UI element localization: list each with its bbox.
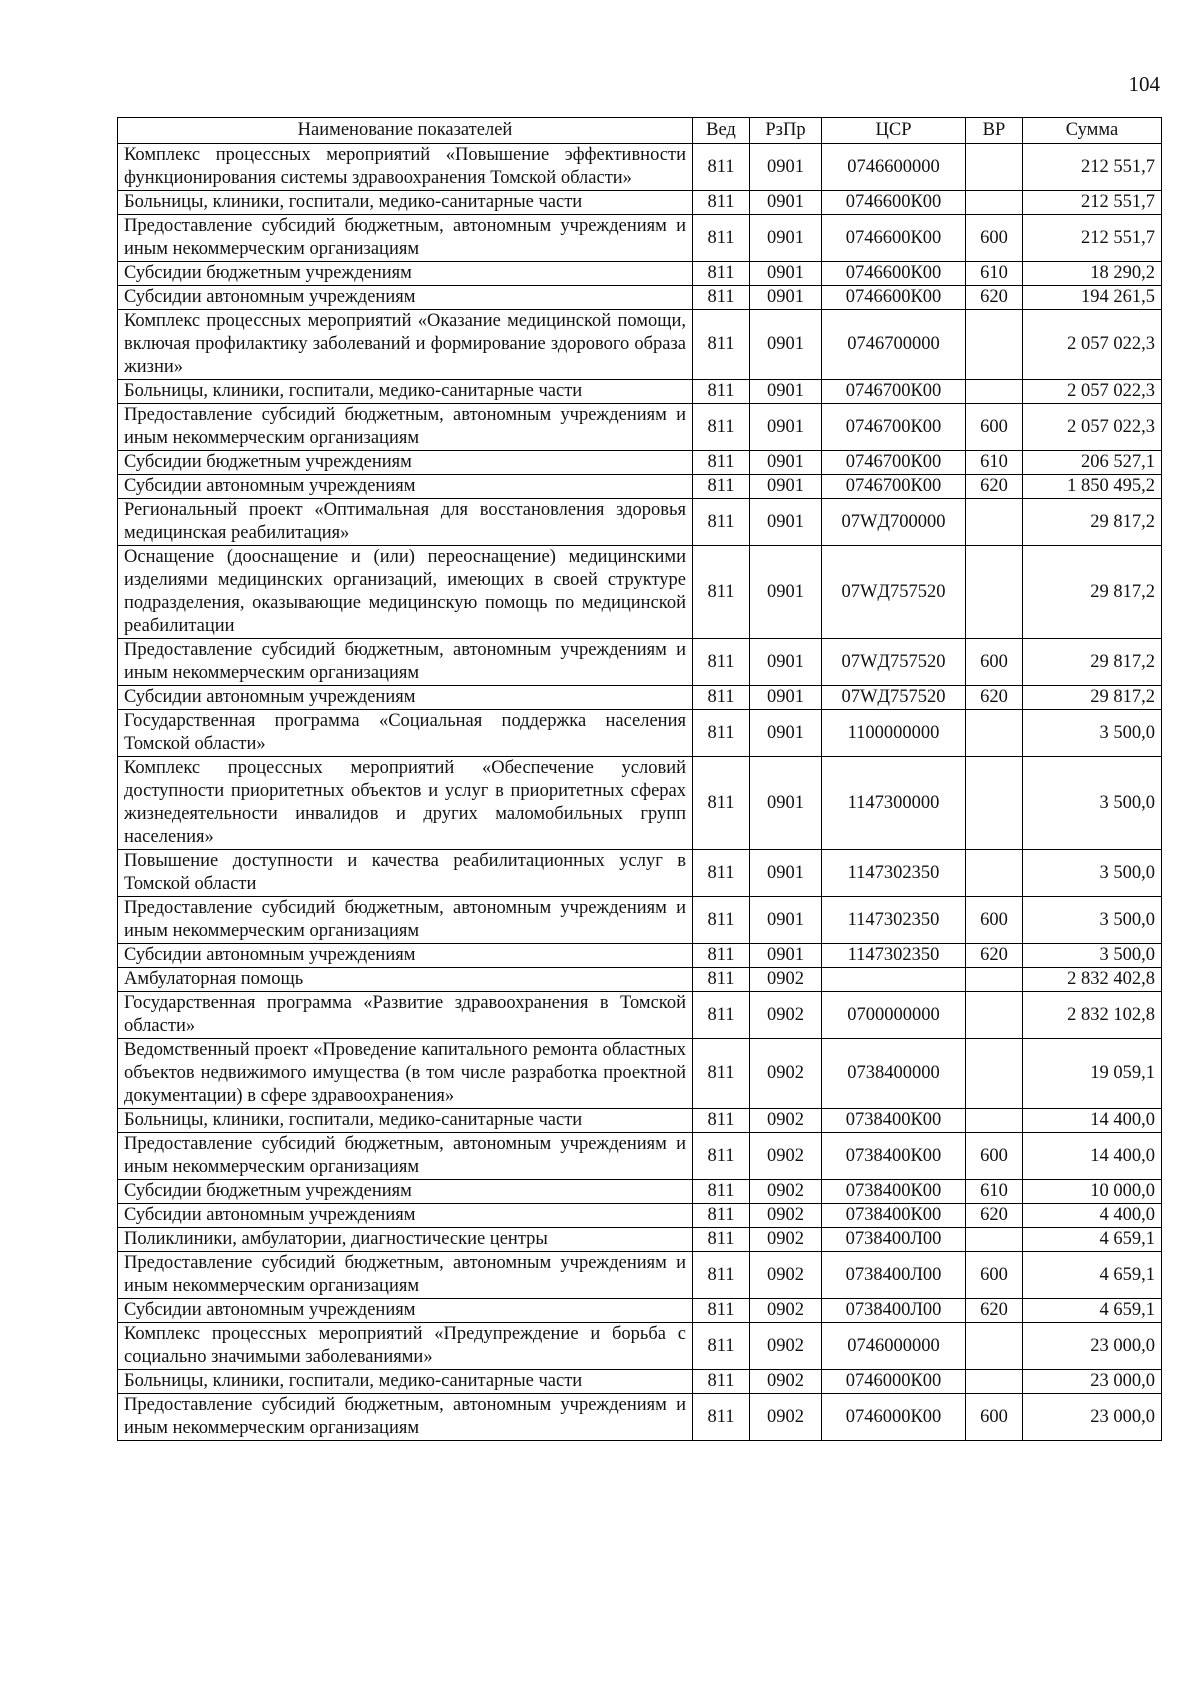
cell-name: Региональный проект «Оптимальная для восстановления здоровья медицинская реабилитация» — [118, 499, 693, 546]
cell-rzpr: 0902 — [750, 1133, 822, 1180]
cell-rzpr: 0901 — [750, 404, 822, 451]
cell-csr: 0700000000 — [822, 992, 966, 1039]
cell-ved: 811 — [693, 944, 750, 968]
cell-vr: 620 — [966, 1299, 1023, 1323]
cell-name: Предоставление субсидий бюджетным, автономным учреждениям и иным некоммерческим организациям — [118, 897, 693, 944]
cell-rzpr: 0902 — [750, 1323, 822, 1370]
cell-ved: 811 — [693, 380, 750, 404]
cell-ved: 811 — [693, 757, 750, 850]
cell-rzpr: 0901 — [750, 850, 822, 897]
column-header-csr: ЦСР — [822, 118, 966, 144]
table-body — [118, 144, 1162, 1441]
cell-csr: 0738400К00 — [822, 1133, 966, 1180]
cell-rzpr: 0901 — [750, 451, 822, 475]
table-row — [118, 1039, 1162, 1109]
cell-csr: 0746700000 — [822, 310, 966, 380]
cell-vr: 600 — [966, 1252, 1023, 1299]
cell-name: Предоставление субсидий бюджетным, автономным учреждениям и иным некоммерческим организациям — [118, 639, 693, 686]
cell-csr: 0738400000 — [822, 1039, 966, 1109]
cell-rzpr: 0901 — [750, 639, 822, 686]
cell-csr: 0738400Л00 — [822, 1299, 966, 1323]
table-row — [118, 686, 1162, 710]
cell-sum: 29 817,2 — [1023, 639, 1162, 686]
column-header-vr: ВР — [966, 118, 1023, 144]
cell-rzpr: 0901 — [750, 897, 822, 944]
cell-vr: 610 — [966, 1180, 1023, 1204]
cell-csr: 0746600К00 — [822, 215, 966, 262]
cell-rzpr: 0902 — [750, 1299, 822, 1323]
cell-rzpr: 0902 — [750, 968, 822, 992]
cell-rzpr: 0901 — [750, 757, 822, 850]
cell-rzpr: 0901 — [750, 144, 822, 191]
cell-ved: 811 — [693, 1133, 750, 1180]
cell-vr — [966, 191, 1023, 215]
cell-csr: 0746700К00 — [822, 380, 966, 404]
cell-rzpr: 0902 — [750, 1180, 822, 1204]
cell-vr: 600 — [966, 639, 1023, 686]
cell-name: Больницы, клиники, госпитали, медико-санитарные части — [118, 191, 693, 215]
cell-sum: 29 817,2 — [1023, 546, 1162, 639]
column-header-sum: Сумма — [1023, 118, 1162, 144]
cell-csr: 1147302350 — [822, 850, 966, 897]
cell-sum: 18 290,2 — [1023, 262, 1162, 286]
cell-name: Субсидии бюджетным учреждениям — [118, 1180, 693, 1204]
cell-csr: 0738400Л00 — [822, 1228, 966, 1252]
cell-name: Субсидии автономным учреждениям — [118, 475, 693, 499]
cell-sum: 1 850 495,2 — [1023, 475, 1162, 499]
table-row — [118, 499, 1162, 546]
cell-csr — [822, 968, 966, 992]
cell-rzpr: 0901 — [750, 475, 822, 499]
cell-rzpr: 0902 — [750, 1039, 822, 1109]
column-header-rzpr: РзПр — [750, 118, 822, 144]
cell-csr: 1100000000 — [822, 710, 966, 757]
table-row — [118, 1109, 1162, 1133]
table-row — [118, 144, 1162, 191]
cell-name: Субсидии автономным учреждениям — [118, 944, 693, 968]
cell-ved: 811 — [693, 1180, 750, 1204]
cell-csr: 0738400К00 — [822, 1204, 966, 1228]
cell-rzpr: 0902 — [750, 992, 822, 1039]
cell-name: Субсидии автономным учреждениям — [118, 286, 693, 310]
cell-csr: 0746700К00 — [822, 404, 966, 451]
cell-ved: 811 — [693, 546, 750, 639]
cell-rzpr: 0901 — [750, 191, 822, 215]
cell-sum: 4 659,1 — [1023, 1228, 1162, 1252]
cell-sum: 23 000,0 — [1023, 1370, 1162, 1394]
cell-csr: 07WД757520 — [822, 686, 966, 710]
cell-sum: 23 000,0 — [1023, 1394, 1162, 1441]
table-row — [118, 286, 1162, 310]
cell-sum: 3 500,0 — [1023, 850, 1162, 897]
cell-sum: 3 500,0 — [1023, 944, 1162, 968]
cell-csr: 0746600К00 — [822, 191, 966, 215]
cell-name: Государственная программа «Социальная поддержка населения Томской области» — [118, 710, 693, 757]
cell-rzpr: 0901 — [750, 686, 822, 710]
table-row — [118, 968, 1162, 992]
cell-name: Амбулаторная помощь — [118, 968, 693, 992]
cell-vr: 600 — [966, 1133, 1023, 1180]
table-row — [118, 1204, 1162, 1228]
table-row — [118, 1180, 1162, 1204]
cell-vr — [966, 968, 1023, 992]
table-row — [118, 1394, 1162, 1441]
cell-vr — [966, 1228, 1023, 1252]
cell-ved: 811 — [693, 310, 750, 380]
cell-vr — [966, 710, 1023, 757]
cell-sum: 3 500,0 — [1023, 897, 1162, 944]
table-row — [118, 1323, 1162, 1370]
cell-sum: 206 527,1 — [1023, 451, 1162, 475]
table-row — [118, 1228, 1162, 1252]
cell-rzpr: 0901 — [750, 286, 822, 310]
cell-vr — [966, 310, 1023, 380]
cell-rzpr: 0902 — [750, 1252, 822, 1299]
cell-sum: 2 057 022,3 — [1023, 380, 1162, 404]
cell-vr: 610 — [966, 262, 1023, 286]
table-row — [118, 639, 1162, 686]
cell-ved: 811 — [693, 1299, 750, 1323]
cell-ved: 811 — [693, 1394, 750, 1441]
cell-name: Субсидии бюджетным учреждениям — [118, 451, 693, 475]
cell-sum: 4 400,0 — [1023, 1204, 1162, 1228]
cell-rzpr: 0901 — [750, 262, 822, 286]
cell-vr: 610 — [966, 451, 1023, 475]
cell-csr: 0738400К00 — [822, 1180, 966, 1204]
table-header-row — [118, 118, 1162, 144]
cell-rzpr: 0901 — [750, 310, 822, 380]
cell-vr: 600 — [966, 897, 1023, 944]
cell-rzpr: 0901 — [750, 944, 822, 968]
cell-rzpr: 0902 — [750, 1370, 822, 1394]
cell-ved: 811 — [693, 404, 750, 451]
cell-ved: 811 — [693, 897, 750, 944]
cell-csr: 07WД757520 — [822, 639, 966, 686]
table-row — [118, 710, 1162, 757]
cell-ved: 811 — [693, 1323, 750, 1370]
cell-name: Предоставление субсидий бюджетным, автономным учреждениям и иным некоммерческим организациям — [118, 1133, 693, 1180]
table-row — [118, 897, 1162, 944]
cell-vr — [966, 1109, 1023, 1133]
page-number: 104 — [1128, 72, 1160, 96]
cell-ved: 811 — [693, 1204, 750, 1228]
cell-csr: 0746700К00 — [822, 475, 966, 499]
cell-rzpr: 0902 — [750, 1204, 822, 1228]
cell-vr — [966, 499, 1023, 546]
cell-vr: 620 — [966, 475, 1023, 499]
cell-ved: 811 — [693, 215, 750, 262]
cell-csr: 1147300000 — [822, 757, 966, 850]
cell-vr — [966, 380, 1023, 404]
cell-csr: 0746600К00 — [822, 286, 966, 310]
table-row — [118, 1370, 1162, 1394]
cell-ved: 811 — [693, 262, 750, 286]
cell-csr: 0746600000 — [822, 144, 966, 191]
cell-csr: 0746000К00 — [822, 1394, 966, 1441]
cell-sum: 2 057 022,3 — [1023, 310, 1162, 380]
cell-sum: 14 400,0 — [1023, 1133, 1162, 1180]
table-row — [118, 380, 1162, 404]
cell-vr: 620 — [966, 286, 1023, 310]
table-row — [118, 262, 1162, 286]
cell-ved: 811 — [693, 850, 750, 897]
cell-name: Комплекс процессных мероприятий «Предупреждение и борьба с социально значимыми заболеваниями» — [118, 1323, 693, 1370]
cell-name: Ведомственный проект «Проведение капитального ремонта областных объектов недвижимого имущества (в том числе разработка проектной документации) в сфере здравоохранения» — [118, 1039, 693, 1109]
cell-csr: 1147302350 — [822, 944, 966, 968]
cell-csr: 0746000000 — [822, 1323, 966, 1370]
cell-sum: 19 059,1 — [1023, 1039, 1162, 1109]
cell-sum: 212 551,7 — [1023, 215, 1162, 262]
table-row — [118, 850, 1162, 897]
table-row — [118, 404, 1162, 451]
cell-ved: 811 — [693, 992, 750, 1039]
cell-ved: 811 — [693, 686, 750, 710]
cell-ved: 811 — [693, 710, 750, 757]
cell-vr: 600 — [966, 1394, 1023, 1441]
cell-name: Оснащение (дооснащение и (или) переоснащение) медицинскими изделиями медицинских организаций, имеющих в своей структуре подразделения, оказывающие медицинскую помощь по медицинской реабилитации — [118, 546, 693, 639]
cell-sum: 2 832 402,8 — [1023, 968, 1162, 992]
cell-ved: 811 — [693, 1228, 750, 1252]
cell-rzpr: 0902 — [750, 1109, 822, 1133]
table-row — [118, 992, 1162, 1039]
cell-name: Субсидии автономным учреждениям — [118, 1204, 693, 1228]
cell-csr: 0738400Л00 — [822, 1252, 966, 1299]
table-row — [118, 944, 1162, 968]
cell-name: Государственная программа «Развитие здравоохранения в Томской области» — [118, 992, 693, 1039]
table-row — [118, 475, 1162, 499]
budget-table — [117, 117, 1162, 1441]
cell-csr: 07WД700000 — [822, 499, 966, 546]
cell-sum: 14 400,0 — [1023, 1109, 1162, 1133]
cell-sum: 29 817,2 — [1023, 499, 1162, 546]
cell-csr: 07WД757520 — [822, 546, 966, 639]
cell-name: Предоставление субсидий бюджетным, автономным учреждениям и иным некоммерческим организациям — [118, 1394, 693, 1441]
cell-rzpr: 0901 — [750, 380, 822, 404]
cell-vr: 600 — [966, 215, 1023, 262]
cell-name: Больницы, клиники, госпитали, медико-санитарные части — [118, 1370, 693, 1394]
cell-name: Комплекс процессных мероприятий «Обеспечение условий доступности приоритетных объектов и услуг в приоритетных сферах жизнедеятельности инвалидов и других маломобильных групп населения» — [118, 757, 693, 850]
cell-sum: 23 000,0 — [1023, 1323, 1162, 1370]
cell-vr: 600 — [966, 404, 1023, 451]
cell-sum: 194 261,5 — [1023, 286, 1162, 310]
table-row — [118, 215, 1162, 262]
table-row — [118, 1252, 1162, 1299]
cell-sum: 4 659,1 — [1023, 1252, 1162, 1299]
cell-name: Субсидии автономным учреждениям — [118, 1299, 693, 1323]
cell-vr — [966, 1039, 1023, 1109]
table-row — [118, 1299, 1162, 1323]
cell-vr — [966, 992, 1023, 1039]
cell-ved: 811 — [693, 968, 750, 992]
cell-name: Повышение доступности и качества реабилитационных услуг в Томской области — [118, 850, 693, 897]
cell-sum: 10 000,0 — [1023, 1180, 1162, 1204]
cell-vr: 620 — [966, 686, 1023, 710]
cell-vr — [966, 1370, 1023, 1394]
cell-ved: 811 — [693, 639, 750, 686]
cell-sum: 2 832 102,8 — [1023, 992, 1162, 1039]
cell-name: Комплекс процессных мероприятий «Повышение эффективности функционирования системы здравоохранения Томской области» — [118, 144, 693, 191]
cell-vr: 620 — [966, 944, 1023, 968]
cell-name: Поликлиники, амбулатории, диагностические центры — [118, 1228, 693, 1252]
cell-name: Предоставление субсидий бюджетным, автономным учреждениям и иным некоммерческим организациям — [118, 1252, 693, 1299]
cell-vr — [966, 757, 1023, 850]
cell-vr — [966, 546, 1023, 639]
cell-ved: 811 — [693, 1252, 750, 1299]
cell-ved: 811 — [693, 451, 750, 475]
cell-sum: 2 057 022,3 — [1023, 404, 1162, 451]
cell-sum: 212 551,7 — [1023, 144, 1162, 191]
cell-ved: 811 — [693, 1109, 750, 1133]
table-row — [118, 191, 1162, 215]
cell-rzpr: 0901 — [750, 546, 822, 639]
table-row — [118, 451, 1162, 475]
cell-vr — [966, 144, 1023, 191]
cell-csr: 0738400К00 — [822, 1109, 966, 1133]
cell-sum: 3 500,0 — [1023, 757, 1162, 850]
cell-vr — [966, 850, 1023, 897]
cell-csr: 0746600К00 — [822, 262, 966, 286]
cell-ved: 811 — [693, 286, 750, 310]
cell-ved: 811 — [693, 1370, 750, 1394]
cell-ved: 811 — [693, 1039, 750, 1109]
cell-name: Предоставление субсидий бюджетным, автономным учреждениям и иным некоммерческим организациям — [118, 404, 693, 451]
cell-name: Больницы, клиники, госпитали, медико-санитарные части — [118, 380, 693, 404]
table-row — [118, 1133, 1162, 1180]
column-header-name: Наименование показателей — [118, 118, 693, 144]
cell-rzpr: 0902 — [750, 1394, 822, 1441]
table-row — [118, 310, 1162, 380]
cell-name: Комплекс процессных мероприятий «Оказание медицинской помощи, включая профилактику заболеваний и формирование здорового образа жизни» — [118, 310, 693, 380]
cell-sum: 3 500,0 — [1023, 710, 1162, 757]
cell-rzpr: 0901 — [750, 215, 822, 262]
cell-csr: 0746000К00 — [822, 1370, 966, 1394]
cell-rzpr: 0901 — [750, 710, 822, 757]
cell-ved: 811 — [693, 499, 750, 546]
cell-rzpr: 0902 — [750, 1228, 822, 1252]
table-row — [118, 757, 1162, 850]
cell-sum: 212 551,7 — [1023, 191, 1162, 215]
cell-csr: 0746700К00 — [822, 451, 966, 475]
cell-name: Субсидии бюджетным учреждениям — [118, 262, 693, 286]
cell-rzpr: 0901 — [750, 499, 822, 546]
cell-ved: 811 — [693, 144, 750, 191]
cell-vr: 620 — [966, 1204, 1023, 1228]
cell-sum: 4 659,1 — [1023, 1299, 1162, 1323]
table-row — [118, 546, 1162, 639]
cell-vr — [966, 1323, 1023, 1370]
cell-name: Больницы, клиники, госпитали, медико-санитарные части — [118, 1109, 693, 1133]
cell-ved: 811 — [693, 191, 750, 215]
cell-csr: 1147302350 — [822, 897, 966, 944]
cell-ved: 811 — [693, 475, 750, 499]
cell-name: Субсидии автономным учреждениям — [118, 686, 693, 710]
cell-name: Предоставление субсидий бюджетным, автономным учреждениям и иным некоммерческим организациям — [118, 215, 693, 262]
cell-sum: 29 817,2 — [1023, 686, 1162, 710]
column-header-ved: Вед — [693, 118, 750, 144]
